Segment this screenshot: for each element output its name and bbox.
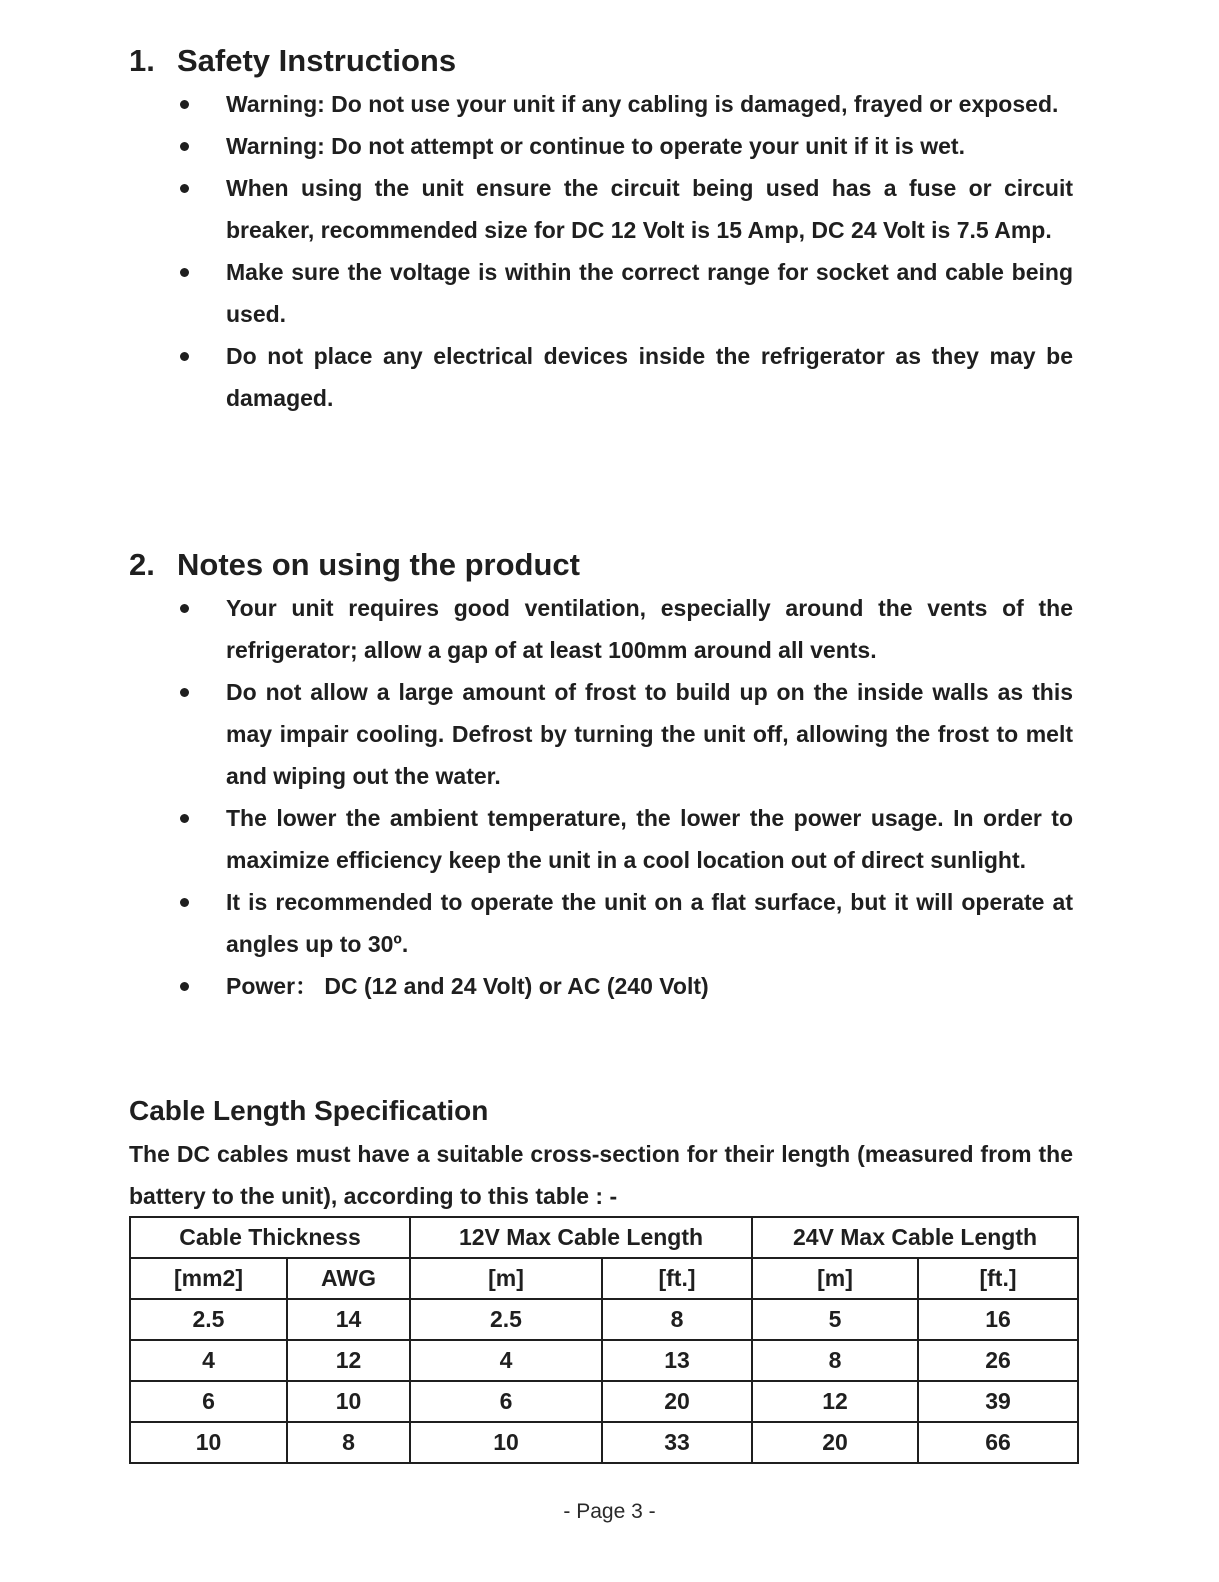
table-cell: 2.5 <box>410 1299 602 1340</box>
table-cell: 5 <box>752 1299 918 1340</box>
list-item: Warning: Do not use your unit if any cabling is damaged, frayed or exposed. <box>226 83 1073 125</box>
table-group-header-row <box>130 1217 1078 1258</box>
table-cell: 10 <box>287 1381 410 1422</box>
table-cell: 6 <box>410 1381 602 1422</box>
product-notes-list <box>226 587 1073 1007</box>
table-cell: 12 <box>752 1381 918 1422</box>
table-row <box>130 1299 1078 1340</box>
table-row <box>130 1340 1078 1381</box>
table-cell: 8 <box>287 1422 410 1463</box>
page-number: - Page 3 - <box>563 1500 656 1523</box>
table-cell: 10 <box>410 1422 602 1463</box>
section-heading-notes <box>129 547 580 583</box>
list-item: The lower the ambient temperature, the lower the power usage. In order to maximize efficiency keep the unit in a cool location out of direct sunlight. <box>226 797 1073 881</box>
table-cell: 4 <box>130 1340 287 1381</box>
header-12v-m: [m] <box>410 1258 602 1299</box>
table-cell: 2.5 <box>130 1299 287 1340</box>
list-item: Do not allow a large amount of frost to build up on the inside walls as this may impair cooling. Defrost by turning the unit off, allowing the frost to melt and wiping out the water. <box>226 671 1073 797</box>
header-24v-ft: [ft.] <box>918 1258 1078 1299</box>
section-title: Notes on using the product <box>177 547 580 582</box>
header-mm2: [mm2] <box>130 1258 287 1299</box>
table-row <box>130 1381 1078 1422</box>
section-title: Safety Instructions <box>177 43 457 78</box>
header-24v-m: [m] <box>752 1258 918 1299</box>
table-row <box>130 1422 1078 1463</box>
list-item: Warning: Do not attempt or continue to operate your unit if it is wet. <box>226 125 1073 167</box>
section-heading-safety <box>129 43 456 79</box>
section-number: 2. <box>129 547 155 582</box>
table-cell: 20 <box>752 1422 918 1463</box>
header-12v-ft: [ft.] <box>602 1258 752 1299</box>
table-cell: 39 <box>918 1381 1078 1422</box>
header-24v-max-length: 24V Max Cable Length <box>752 1217 1078 1258</box>
table-cell: 33 <box>602 1422 752 1463</box>
table-cell: 14 <box>287 1299 410 1340</box>
list-item: It is recommended to operate the unit on a flat surface, but it will operate at angles up to 30º. <box>226 881 1073 965</box>
table-cell: 8 <box>752 1340 918 1381</box>
table-cell: 66 <box>918 1422 1078 1463</box>
cable-spec-title: Cable Length Specification <box>129 1095 489 1126</box>
list-item: Make sure the voltage is within the correct range for socket and cable being used. <box>226 251 1073 335</box>
table-cell: 6 <box>130 1381 287 1422</box>
list-item: When using the unit ensure the circuit being used has a fuse or circuit breaker, recommended size for DC 12 Volt is 15 Amp, DC 24 Volt is 7.5 Amp. <box>226 167 1073 251</box>
list-item: Do not place any electrical devices inside the refrigerator as they may be damaged. <box>226 335 1073 419</box>
list-item: Power： DC (12 and 24 Volt) or AC (240 Volt) <box>226 965 1073 1007</box>
table-cell: 26 <box>918 1340 1078 1381</box>
cable-spec-intro: The DC cables must have a suitable cross-section for their length (measured from the battery to the unit), according to this table : - <box>129 1141 1073 1209</box>
header-awg: AWG <box>287 1258 410 1299</box>
table-cell: 10 <box>130 1422 287 1463</box>
header-12v-max-length: 12V Max Cable Length <box>410 1217 752 1258</box>
table-cell: 13 <box>602 1340 752 1381</box>
table-cell: 12 <box>287 1340 410 1381</box>
cable-length-table <box>129 1216 1079 1464</box>
header-cable-thickness: Cable Thickness <box>130 1217 410 1258</box>
table-cell: 20 <box>602 1381 752 1422</box>
table-cell: 16 <box>918 1299 1078 1340</box>
list-item: Your unit requires good ventilation, especially around the vents of the refrigerator; allow a gap of at least 100mm around all vents. <box>226 587 1073 671</box>
section-number: 1. <box>129 43 155 78</box>
safety-instructions-list <box>226 83 1073 419</box>
table-unit-header-row <box>130 1258 1078 1299</box>
table-cell: 8 <box>602 1299 752 1340</box>
table-cell: 4 <box>410 1340 602 1381</box>
